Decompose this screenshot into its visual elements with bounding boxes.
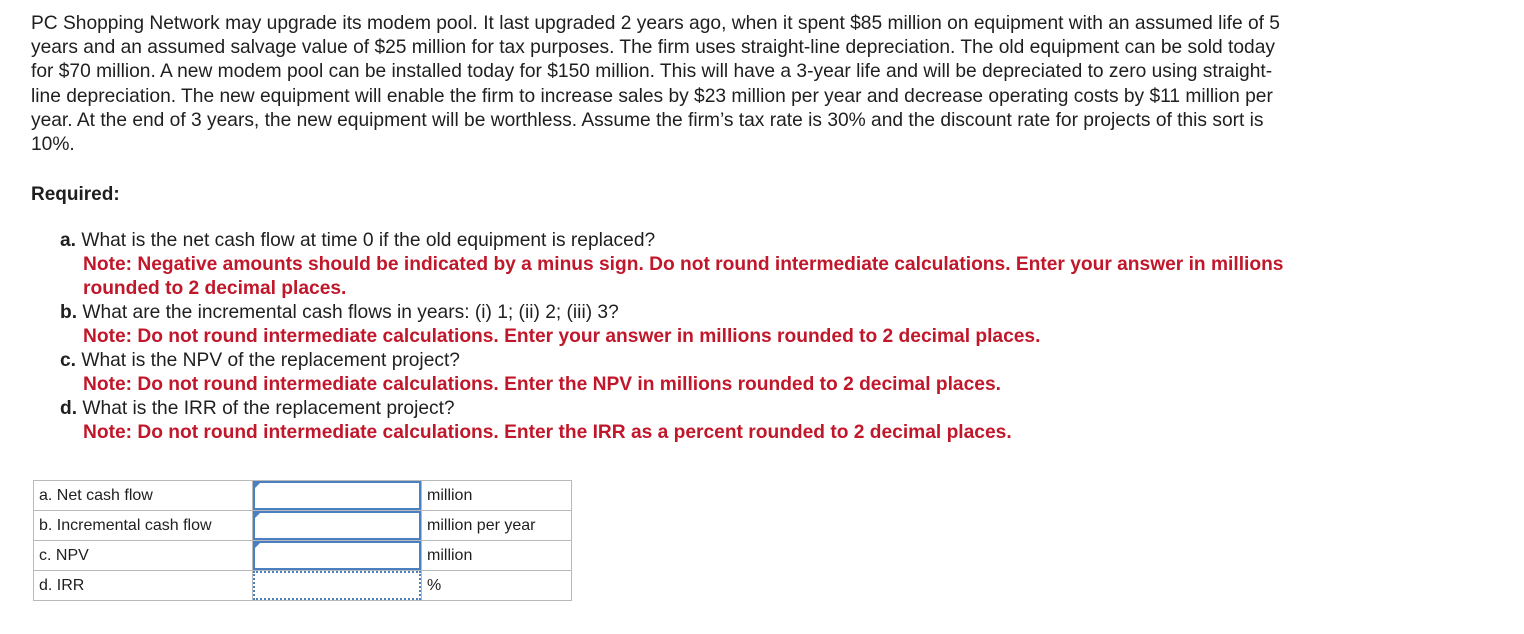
- question-text: What are the incremental cash flows in years: (i) 1; (ii) 2; (iii) 3?: [82, 302, 619, 323]
- answer-input-cell: [253, 481, 422, 511]
- answer-label: c. NPV: [34, 541, 253, 571]
- question-note: Note: Do not round intermediate calculations. Enter the NPV in millions rounded to 2 decimal places.: [83, 374, 1001, 395]
- incremental-cash-flow-input[interactable]: [253, 511, 421, 540]
- problem-statement: PC Shopping Network may upgrade its modem pool. It last upgraded 2 years ago, when it spent $85 million on equipment with an assumed life of 5 years and an assumed salvage value of $25 million for tax purposes. The firm uses straight-line depreciation. The old equipment can be sold today for $70 million. A new modem pool can be installed today for $150 million. This will have a 3-year life and will be depreciated to zero using straight-line depreciation. The new equipment will enable the firm to increase sales by $23 million per year and decrease operating costs by $11 million per year. At the end of 3 years, the new equipment will be worthless. Assume the firm’s tax rate is 30% and the discount rate for projects of this sort is 10%.: [31, 13, 1280, 156]
- answer-row-npv: [34, 541, 572, 571]
- question-note: Note: Negative amounts should be indicated by a minus sign. Do not round intermediate calculations. Enter your answer in millions rounded to 2 decimal places.: [83, 254, 1284, 299]
- net-cash-flow-input[interactable]: [253, 481, 421, 510]
- input-flag-icon: [253, 481, 262, 490]
- question-item-b: [60, 301, 1320, 349]
- question-letter: d.: [60, 398, 78, 419]
- answer-row-irr: [34, 571, 572, 601]
- answer-label: a. Net cash flow: [34, 481, 253, 511]
- question-text: What is the net cash flow at time 0 if the old equipment is replaced?: [81, 230, 656, 251]
- question-text: What is the IRR of the replacement project?: [82, 398, 455, 419]
- answer-label: b. Incremental cash flow: [34, 511, 253, 541]
- npv-input[interactable]: [253, 541, 421, 570]
- answer-row-net-cash-flow: [34, 481, 572, 511]
- required-heading: Required:: [31, 184, 120, 205]
- answer-unit: million: [422, 481, 572, 511]
- question-item-a: [60, 229, 1320, 301]
- question-letter: c.: [60, 350, 77, 371]
- answer-row-incremental-cash-flow: [34, 511, 572, 541]
- question-item-c: [60, 349, 1320, 397]
- answer-label: d. IRR: [34, 571, 253, 601]
- question-list: [60, 229, 1320, 445]
- question-note: Note: Do not round intermediate calculations. Enter your answer in millions rounded to 2 decimal places.: [83, 326, 1041, 347]
- question-text: What is the NPV of the replacement project?: [81, 350, 460, 371]
- answer-input-cell: [253, 571, 422, 601]
- answer-unit: million per year: [422, 511, 572, 541]
- input-flag-icon: [253, 541, 262, 550]
- question-item-d: [60, 397, 1320, 445]
- question-letter: b.: [60, 302, 78, 323]
- input-flag-icon: [253, 511, 262, 520]
- irr-input[interactable]: [253, 571, 421, 600]
- answer-table: [33, 480, 572, 601]
- answer-input-cell: [253, 541, 422, 571]
- question-note: Note: Do not round intermediate calculations. Enter the IRR as a percent rounded to 2 decimal places.: [83, 422, 1012, 443]
- answer-unit: %: [422, 571, 572, 601]
- answer-unit: million: [422, 541, 572, 571]
- question-letter: a.: [60, 230, 77, 251]
- answer-input-cell: [253, 511, 422, 541]
